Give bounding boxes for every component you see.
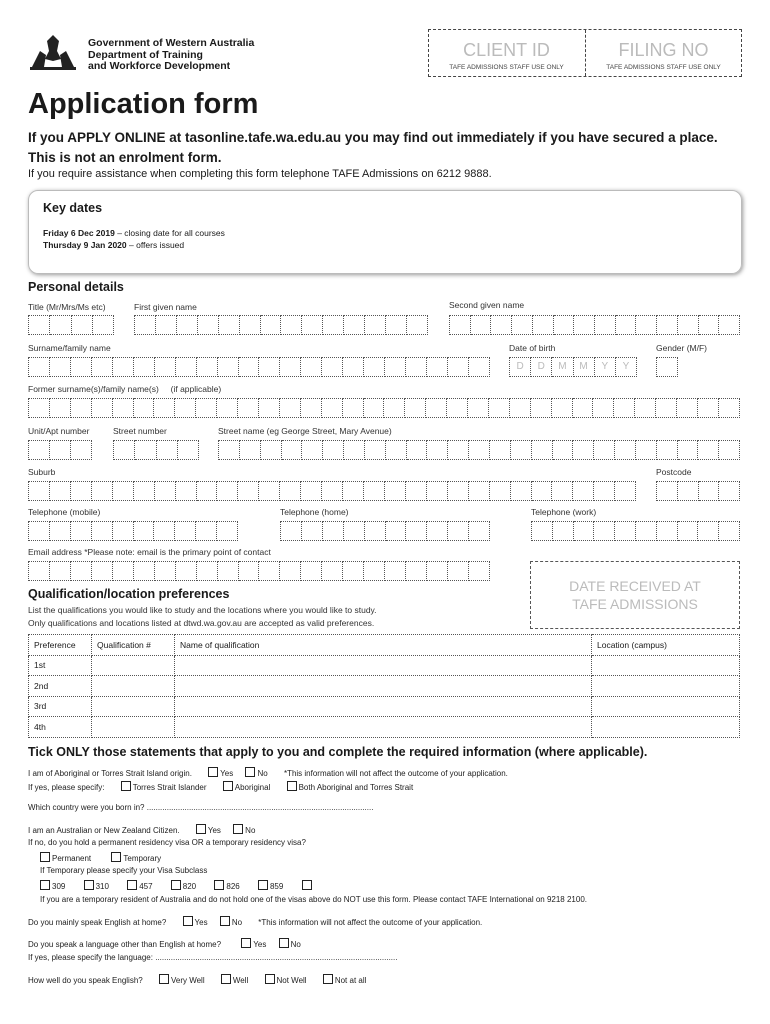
preference-cell: 1st [29, 655, 92, 676]
postcode-field[interactable] [656, 481, 740, 501]
col-preference: Preference [29, 635, 92, 656]
key-date-closing-date: Friday 6 Dec 2019 [43, 228, 115, 238]
qualification-table [28, 634, 740, 738]
first-name-label: First given name [134, 302, 197, 312]
tel-work-label: Telephone (work) [531, 507, 597, 517]
former-surname-field[interactable] [28, 398, 740, 418]
gender-label: Gender (M/F) [656, 343, 708, 353]
filing-no-label: FILING NO [618, 40, 709, 60]
tel-home-label: Telephone (home) [280, 507, 349, 517]
email-field[interactable] [28, 561, 490, 581]
filing-no-staff-note: TAFE ADMISSIONS STAFF USE ONLY [606, 64, 721, 71]
gender-field[interactable] [656, 357, 678, 377]
suburb-label: Suburb [28, 467, 56, 477]
aboriginal-question: I am of Aboriginal or Torres Strait Island origin. [28, 769, 192, 778]
tsi-checkbox[interactable]: Torres Strait Islander [121, 783, 207, 792]
qualification-desc1: List the qualifications you would like to study and the locations where you would like to study. [28, 605, 377, 615]
temporary-checkbox[interactable]: Temporary [111, 854, 161, 863]
tel-mobile-field[interactable] [28, 521, 238, 541]
preference-cell: 3rd [29, 696, 92, 717]
preference-cell: 2nd [29, 676, 92, 697]
table-row [29, 655, 740, 676]
col-qualification-name: Name of qualification [175, 635, 592, 656]
aboriginal-specify-row [28, 781, 413, 792]
date-received-box [530, 561, 740, 629]
dob-month-2: M [574, 357, 595, 377]
aboriginal-no-checkbox[interactable]: No [245, 769, 267, 778]
tel-home-field[interactable] [280, 521, 490, 541]
residency-question: If no, do you hold a permanent residency visa OR a temporary residency visa? [28, 838, 306, 847]
how-well-row [28, 974, 366, 985]
second-name-label: Second given name [449, 300, 525, 310]
dob-year-2: Y [616, 357, 637, 377]
qualification-desc2: Only qualifications and locations listed at dtwd.wa.gov.au are accepted as valid preferences. [28, 618, 375, 628]
both-checkbox[interactable]: Both Aboriginal and Torres Strait [287, 783, 414, 792]
other-language-row [28, 938, 301, 949]
key-dates-title: Key dates [43, 201, 103, 215]
very-well-checkbox[interactable]: Very Well [159, 976, 205, 985]
international-note: If you are a temporary resident of Australia and do not hold one of the visas above do NOT use this form. Please contact TAFE International on 9218 2100. [40, 895, 587, 904]
dob-day-2: D [531, 357, 552, 377]
postcode-label: Postcode [656, 467, 692, 477]
specify-label: If yes, please specify: [28, 783, 105, 792]
permanent-checkbox[interactable]: Permanent [40, 854, 91, 863]
english-note: *This information will not affect the outcome of your application. [258, 918, 483, 927]
aboriginal-checkbox[interactable]: Aboriginal [223, 783, 271, 792]
subclass-457-checkbox[interactable]: 457 [127, 882, 152, 891]
table-row [29, 676, 740, 697]
other-language-no-checkbox[interactable]: No [279, 940, 301, 949]
english-no-checkbox[interactable]: No [220, 918, 242, 927]
how-well-question: How well do you speak English? [28, 976, 143, 985]
dob-field[interactable] [509, 357, 637, 377]
key-dates-box [28, 190, 742, 274]
dob-label: Date of birth [509, 343, 556, 353]
location-input[interactable] [592, 696, 740, 717]
title-field[interactable] [28, 315, 114, 335]
citizen-no-checkbox[interactable]: No [233, 826, 255, 835]
subclass-859-checkbox[interactable]: 859 [258, 882, 283, 891]
second-name-field[interactable] [449, 315, 740, 335]
qualification-name-input[interactable] [175, 696, 592, 717]
client-id-staff-note: TAFE ADMISSIONS STAFF USE ONLY [449, 64, 564, 71]
former-surname-label-text: Former surname(s)/family name(s) [28, 384, 159, 394]
street-number-label: Street number [113, 426, 167, 436]
intro-assistance: If you require assistance when completing this form telephone TAFE Admissions on 6212 9888. [28, 168, 492, 180]
client-id-box [429, 30, 584, 76]
intro-apply-online: If you APPLY ONLINE at tasonline.tafe.wa.edu.au you may find out immediately if you have secured a place. [28, 130, 718, 145]
qualification-number-input[interactable] [92, 655, 175, 676]
qualification-name-input[interactable] [175, 676, 592, 697]
street-number-field[interactable] [113, 440, 199, 460]
other-language-question: Do you speak a language other than English at home? [28, 940, 222, 949]
subclass-826-checkbox[interactable]: 826 [214, 882, 239, 891]
subclass-question: If Temporary please specify your Visa Subclass [40, 866, 208, 875]
table-row [29, 717, 740, 738]
english-yes-checkbox[interactable]: Yes [183, 918, 208, 927]
residency-options-row [40, 852, 161, 863]
qualification-name-input[interactable] [175, 717, 592, 738]
citizen-row [28, 824, 255, 835]
subclass-820-checkbox[interactable]: 820 [171, 882, 196, 891]
email-label: Email address *Please note: email is the primary point of contact [28, 547, 271, 557]
aboriginal-question-row [28, 767, 508, 778]
qualification-number-input[interactable] [92, 676, 175, 697]
page-title: Application form [28, 88, 259, 120]
location-input[interactable] [592, 655, 740, 676]
tel-work-field[interactable] [531, 521, 740, 541]
preference-cell: 4th [29, 717, 92, 738]
key-date-offers-text: – offers issued [126, 240, 185, 250]
suburb-field[interactable] [28, 481, 636, 501]
col-qualification-number: Qualification # [92, 635, 175, 656]
intro-not-enrolment: This is not an enrolment form. [28, 150, 222, 165]
staff-use-box [428, 29, 742, 77]
statements-heading: Tick ONLY those statements that apply to you and complete the required information (where applicable). [28, 745, 648, 759]
wa-crest-logo [28, 33, 78, 73]
tel-mobile-label: Telephone (mobile) [28, 507, 101, 517]
title-label: Title (Mr/Mrs/Ms etc) [28, 302, 106, 312]
citizen-question: I am an Australian or New Zealand Citizen. [28, 826, 180, 835]
qualification-heading: Qualification/location preferences [28, 587, 230, 601]
dob-month-1: M [552, 357, 573, 377]
gov-line2: Department of Training [88, 48, 203, 61]
former-surname-label [28, 384, 221, 394]
government-logo-text [88, 38, 254, 73]
qualification-number-input[interactable] [92, 717, 175, 738]
subclass-310-checkbox[interactable]: 310 [84, 882, 109, 891]
street-name-field[interactable] [218, 440, 740, 460]
location-input[interactable] [592, 717, 740, 738]
table-row [29, 696, 740, 717]
country-born-question[interactable]: Which country were you born in? ...................................................................................................... [28, 803, 374, 812]
dob-year-1: Y [595, 357, 616, 377]
key-date-closing-text: – closing date for all courses [114, 228, 225, 238]
surname-label: Surname/family name [28, 343, 111, 353]
key-date-offers [43, 240, 184, 250]
gov-line1: Government of Western Australia [88, 37, 255, 49]
date-received-line2: TAFE ADMISSIONS [572, 596, 698, 612]
subclass-309-checkbox[interactable]: 309 [40, 882, 65, 891]
gov-line3: and Workforce Development [88, 60, 231, 72]
aboriginal-note: *This information will not affect the outcome of your application. [283, 769, 508, 778]
unit-field[interactable] [28, 440, 92, 460]
filing-no-box [585, 30, 741, 76]
other-language-yes-checkbox[interactable]: Yes [241, 940, 266, 949]
not-well-checkbox[interactable]: Not Well [265, 976, 307, 985]
key-date-closing [43, 228, 225, 238]
not-at-all-checkbox[interactable]: Not at all [323, 976, 367, 985]
subclass-options-row [40, 880, 314, 891]
subclass-other-checkbox[interactable] [302, 882, 314, 891]
date-received-line1: DATE RECEIVED AT [569, 578, 701, 594]
english-row [28, 916, 482, 927]
col-location: Location (campus) [592, 635, 740, 656]
client-id-label: CLIENT ID [463, 40, 550, 60]
surname-field[interactable] [28, 357, 490, 377]
aboriginal-yes-checkbox[interactable]: Yes [208, 769, 233, 778]
other-language-specify[interactable]: If yes, please specify the language: ............................................................................................................. [28, 953, 398, 962]
unit-label: Unit/Apt number [28, 426, 90, 436]
street-name-label: Street name (eg George Street, Mary Avenue) [218, 426, 392, 436]
key-date-offers-date: Thursday 9 Jan 2020 [43, 240, 127, 250]
citizen-yes-checkbox[interactable]: Yes [196, 826, 221, 835]
qualification-number-input[interactable] [92, 696, 175, 717]
personal-details-heading: Personal details [28, 280, 124, 294]
dob-day-1: D [509, 357, 531, 377]
location-input[interactable] [592, 676, 740, 697]
english-question: Do you mainly speak English at home? [28, 918, 167, 927]
first-name-field[interactable] [134, 315, 428, 335]
qualification-table-header [29, 635, 740, 656]
former-surname-note: (if applicable) [170, 384, 222, 394]
well-checkbox[interactable]: Well [221, 976, 248, 985]
qualification-name-input[interactable] [175, 655, 592, 676]
